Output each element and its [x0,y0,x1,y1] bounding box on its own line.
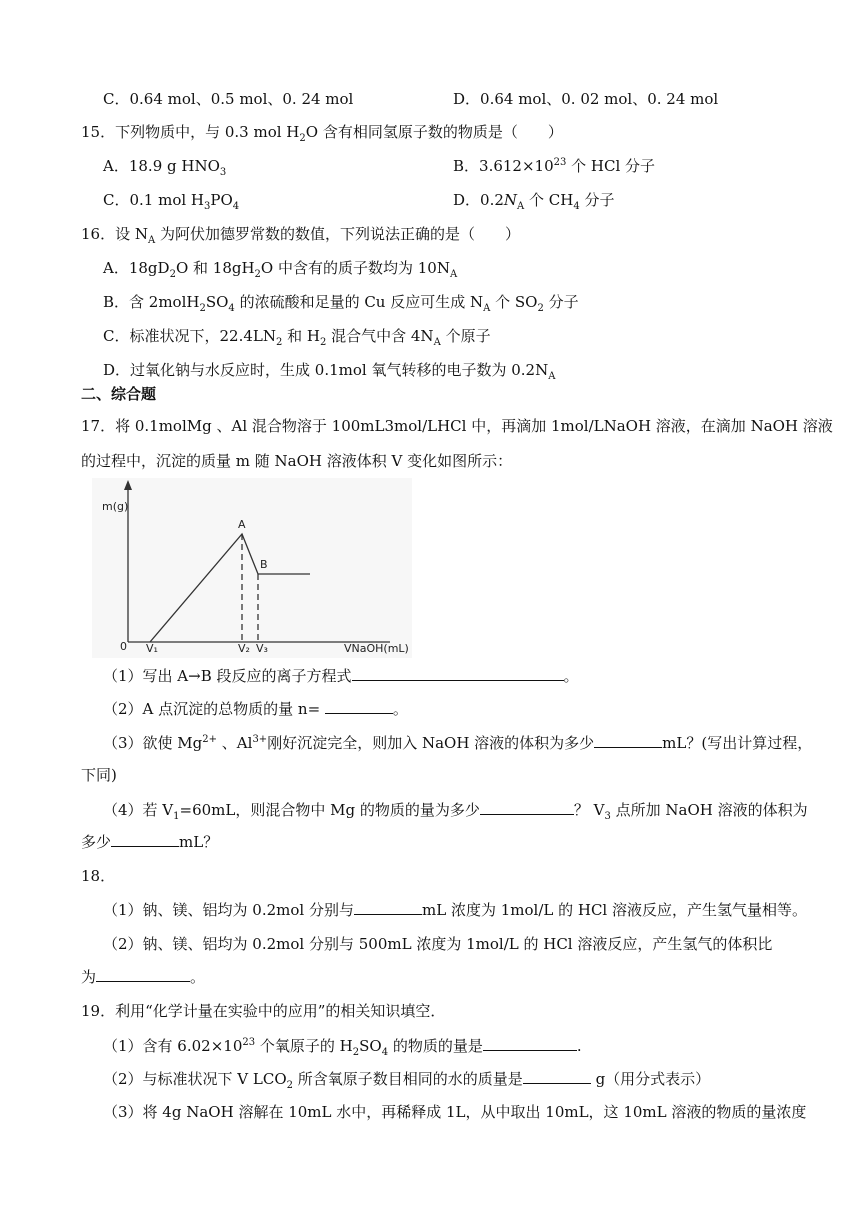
v3-label: V₃ [256,642,268,655]
q14-option-c: C．0.64 mol、0.5 mol、0. 24 mol [103,90,354,108]
q16-option-d: D．过氧化钠与水反应时，生成 0.1mol 氧气转移的电子数为 $0.2N_A$ [103,361,556,382]
q17-sub3-cont: 下同) [81,766,117,784]
q15-option-a: A．18.9 g $HNO_3$ [103,157,227,178]
q15-option-b: B．$3.612\times 10^{23}$ 个 HCl 分子 [453,157,656,175]
answer-blank[interactable] [483,1036,577,1051]
precipitate-mass-graph [92,478,412,658]
q16-stem: 16．设 $N_A$ 为阿伏加德罗常数的数值，下列说法正确的是（ ） [81,225,520,246]
q16-option-c: C．标准状况下，$22.4LN_2$ 和 $H_2$ 混合气中含 $4N_A$ 个原子 [103,327,491,348]
answer-blank[interactable] [325,699,393,714]
q18-number: 18． [81,867,116,885]
answer-blank[interactable] [96,967,190,982]
q17-sub2: （2）A 点沉淀的总物质的量 n= 。 [103,700,408,718]
q15-stem: 15．下列物质中，与 0.3 mol $H_2O$ 含有相同氢原子数的物质是（ ） [81,123,563,144]
q17-sub1: （1）写出 A→B 段反应的离子方程式 。 [103,667,579,685]
q18-sub2-cont: 为 。 [81,968,206,986]
v1-label: V₁ [146,642,158,655]
q17-sub4: （4）若 $V_1=60mL$，则混合物中 Mg 的物质的量为多少 ？ $V_3$ 点所加 NaOH 溶液的体积为 [103,801,808,822]
answer-blank[interactable] [523,1069,591,1084]
v2-label: V₂ [238,642,250,655]
q19-stem: 19．利用“化学计量在实验中的应用”的相关知识填空． [81,1002,446,1020]
q17-sub4-cont: 多少 mL？ [81,833,219,851]
q17-stem-line1: 17．将 0.1molMg 、Al 混合物溶于 100mL3mol/LHCl 中，再滴加 1mol/LNaOH 溶液，在滴加 NaOH 溶液 [81,417,833,435]
origin-label: 0 [120,640,127,653]
q15-option-d: D．$0.2N_A$ 个 $CH_4$ 分子 [453,191,615,212]
graph-background [92,478,412,658]
q18-sub2: （2）钠、镁、铝均为 0.2mol 分别与 500mL 浓度为 1mol/L 的 HCl 溶液反应，产生氢气的体积比 [103,935,773,953]
answer-blank[interactable] [594,733,662,748]
answer-blank[interactable] [480,800,574,815]
q16-option-a: A．$18gD_2O$ 和 $18gH_2O$ 中含有的质子数均为 $10N_A$ [103,259,458,280]
q17-sub3: （3）欲使 $Mg^{2+}$ 、$Al^{3+}$刚好沉淀完全，则加入 NaOH 溶液的体积为多少 mL？(写出计算过程， [103,734,813,752]
section-heading: 二、综合题 [81,385,157,403]
q14-option-d: D．0.64 mol、0. 02 mol、0. 24 mol [453,90,719,108]
y-axis-label: m(g) [102,500,129,513]
q15-option-c: C．0.1 mol $H_3PO_4$ [103,191,240,212]
point-a-label: A [238,518,246,531]
answer-blank[interactable] [354,900,422,915]
q19-sub2: （2）与标准状况下 V $LCO_2$ 所含氧原子数目相同的水的质量是 g（用分式表示） [103,1070,711,1091]
point-b-label: B [260,558,268,571]
answer-blank[interactable] [111,832,179,847]
q19-sub1: （1）含有 $6.02\times 10^{23}$ 个氧原子的 $H_2SO_4$ 的物质的量是 . [103,1037,582,1058]
answer-blank[interactable] [352,666,564,681]
q19-sub3: （3）将 4g NaOH 溶解在 10mL 水中，再稀释成 1L，从中取出 10mL，这 10mL 溶液的物质的量浓度 [103,1103,807,1121]
q16-option-b: B．含 $2molH_2SO_4$ 的浓硫酸和足量的 Cu 反应可生成 $N_A$ 个 $SO_2$ 分子 [103,293,579,314]
q18-sub1: （1）钠、镁、铝均为 0.2mol 分别与 mL 浓度为 1mol/L 的 HCl 溶液反应，产生氢气量相等。 [103,901,807,919]
x-axis-label: VNaOH(mL) [344,642,409,655]
q17-stem-line2: 的过程中，沉淀的质量 m 随 NaOH 溶液体积 V 变化如图所示： [81,452,513,470]
